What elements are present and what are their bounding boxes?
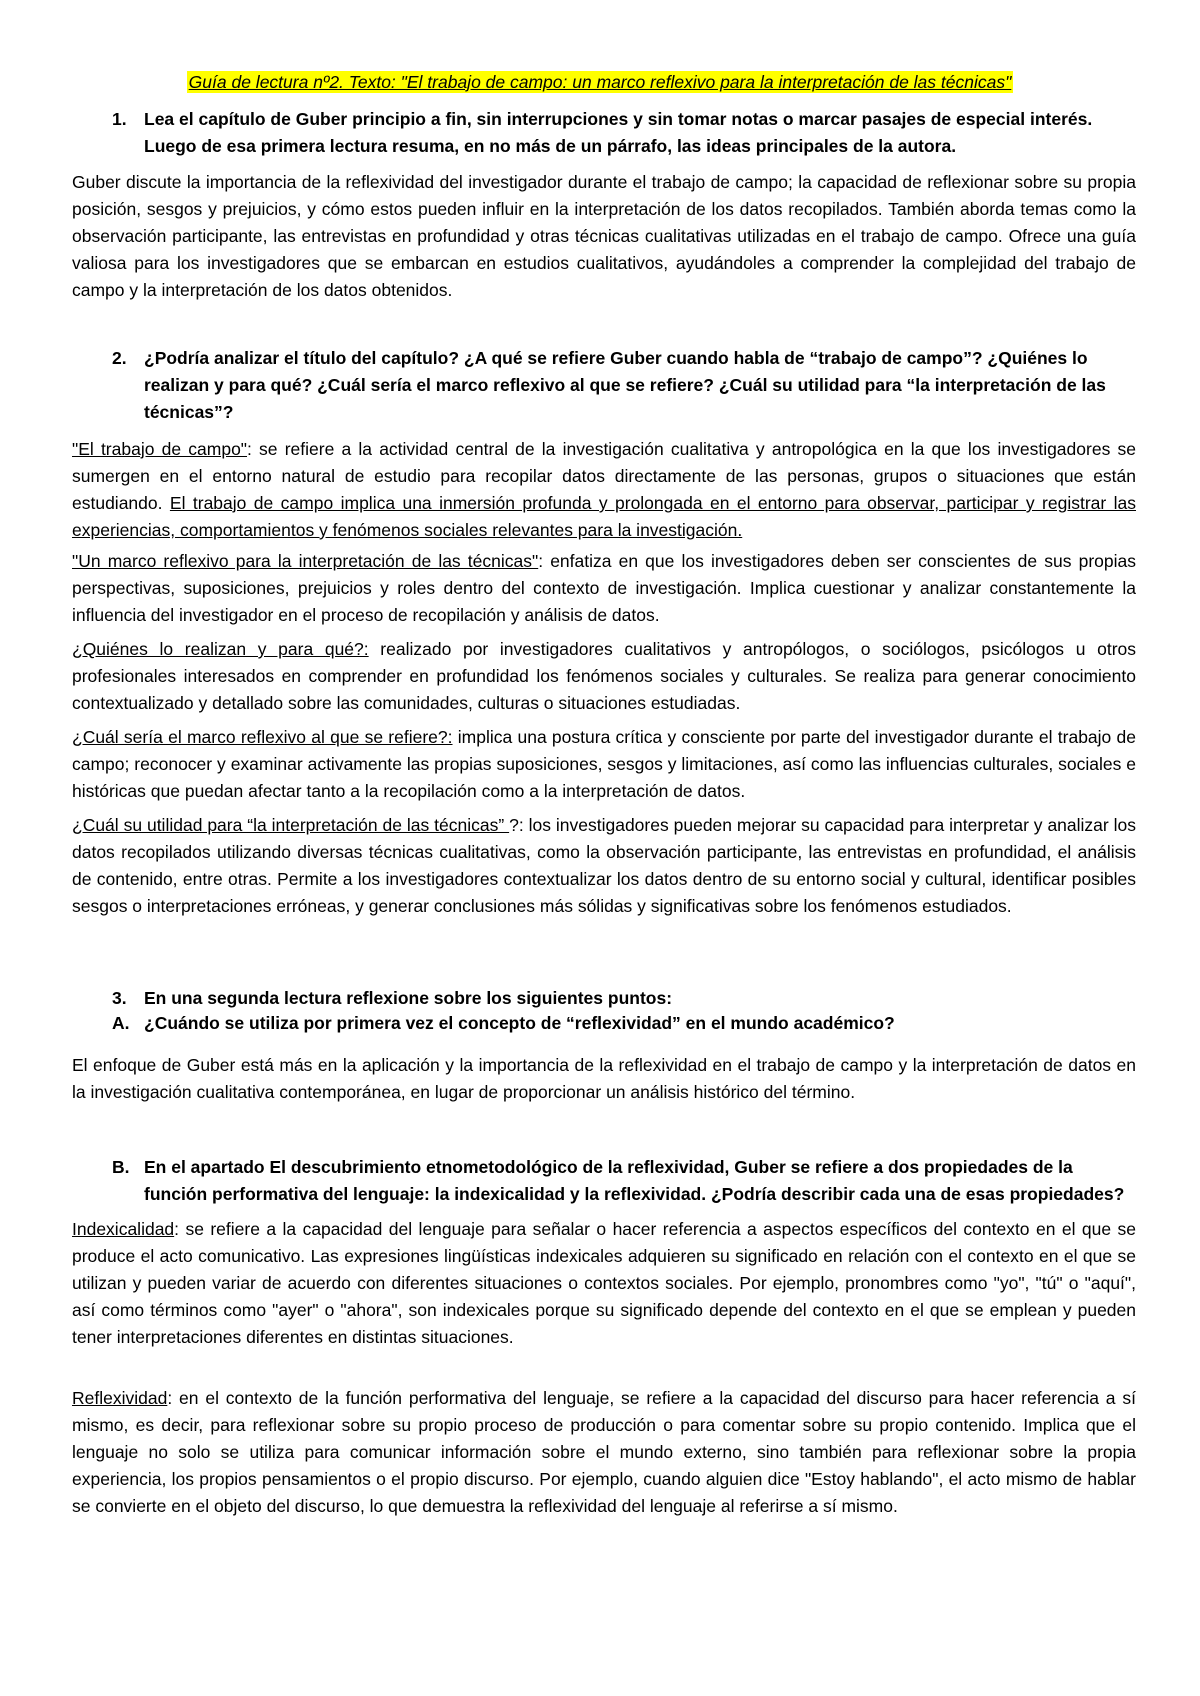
- answer-2-utilidad: [72, 812, 1136, 920]
- answer-2d-text: implica una postura crítica y consciente por parte del investigador durante el trabajo de campo; reconocer y examinar activamente las propias suposiciones, sesgos y limitaciones, así como las influencias culturales, sociales e históricas que puedan afectar tanto a la recopilación como a la interpretación de datos.: [72, 727, 1136, 801]
- answer-1-text: Guber discute la importancia de la reflexividad del investigador durante el trabajo de campo; la capacidad de reflexionar sobre su propia posición, sesgos y prejuicios, y cómo estos pueden influir en la interpretación de los datos recopilados. También aborda temas como la observación participante, las entrevistas en profundidad y otras técnicas cualitativas utilizadas en el trabajo de campo. Ofrece una guía valiosa para los investigadores que se embarcan en estudios cualitativos, ayudándoles a comprender la complejidad del trabajo de campo y la interpretación de los datos obtenidos.: [72, 172, 1136, 300]
- answer-2c-text: realizado por investigadores cualitativos y antropólogos, o sociólogos, psicólogos u otros profesionales interesados en comprender en profundidad los fenómenos sociales y culturales. Se realiza para generar conocimiento contextualizado y detallado sobre las comunidades, culturas o situaciones estudiadas.: [72, 639, 1137, 713]
- question-3: [72, 985, 1136, 1012]
- answer-2-underlined: El trabajo de campo implica una inmersión profunda y prolongada en el entorno para observar, participar y registrar las experiencias, comportamientos y fenómenos sociales relevantes para la investigación.: [72, 493, 1136, 540]
- answer-2-label: "El trabajo de campo": [72, 439, 248, 459]
- question-3-number: 3.: [112, 988, 127, 1008]
- question-b: [72, 1154, 1136, 1208]
- question-1-number: 1.: [112, 109, 127, 129]
- question-1-text: Lea el capítulo de Guber principio a fin, sin interrupciones y sin tomar notas o marcar pasajes de especial interés. Luego de esa primera lectura resuma, en no más de un párrafo, las ideas principales de la autora.: [144, 109, 1093, 156]
- question-a-number: A.: [112, 1013, 130, 1033]
- answer-1: [72, 169, 1136, 304]
- answer-2b-text: : enfatiza en que los investigadores deben ser conscientes de sus propias perspectivas, suposiciones, prejuicios y roles dentro del contexto de investigación. Implica cuestionar y analizar constantemente la influencia del investigador en el proceso de recopilación y análisis de datos.: [72, 551, 1136, 625]
- answer-b-reflexividad: [72, 1385, 1136, 1520]
- question-b-number: B.: [112, 1157, 130, 1177]
- question-2-number: 2.: [112, 348, 127, 368]
- answer-2-trabajo-de-campo: [72, 436, 1136, 544]
- answer-b1-text: : se refiere a la capacidad del lenguaje para señalar o hacer referencia a aspectos específicos del contexto en el que se produce el acto comunicativo. Las expresiones lingüísticas indexicales adquieren su significado en relación con el contexto en el que se utilizan y pueden variar de acuerdo con diferentes situaciones o contextos sociales. Por ejemplo, pronombres como "yo", "tú" o "aquí", así como términos como "ayer" o "ahora", son indexicales porque su significado depende del contexto en el que se emplean y pueden tener interpretaciones diferentes en distintas situaciones.: [72, 1219, 1136, 1347]
- answer-2d-label: ¿Cuál sería el marco reflexivo al que se refiere?:: [72, 727, 453, 747]
- question-a-text: ¿Cuándo se utiliza por primera vez el concepto de “reflexividad” en el mundo académico?: [144, 1013, 895, 1033]
- answer-b1-label: Indexicalidad: [72, 1219, 175, 1239]
- document-title: [0, 72, 1200, 93]
- question-3-text: En una segunda lectura reflexione sobre los siguientes puntos:: [144, 988, 673, 1008]
- answer-2-text: : se refiere a la actividad central de la investigación cualitativa y antropológica en la que los investigadores se sumergen en el entorno natural de estudio para recopilar datos directamente de las personas, grupos o situaciones que están estudiando.: [72, 439, 1136, 513]
- answer-2-cual-marco: [72, 724, 1136, 805]
- question-2-text: ¿Podría analizar el título del capítulo? ¿A qué se refiere Guber cuando habla de “trabajo de campo”? ¿Quiénes lo realizan y para qué? ¿Cuál sería el marco reflexivo al que se refiere? ¿Cuál su utilidad para “la interpretación de las técnicas”?: [144, 348, 1106, 422]
- question-2: [72, 345, 1136, 426]
- answer-2-marco-reflexivo: [72, 548, 1136, 629]
- answer-b2-label: Reflexividad: [72, 1388, 168, 1408]
- document-title-text: Guía de lectura nº2. Texto: "El trabajo de campo: un marco reflexivo para la interpretación de las técnicas": [188, 72, 1012, 92]
- question-b-text: En el apartado El descubrimiento etnometodológico de la reflexividad, Guber se refiere a dos propiedades de la función performativa del lenguaje: la indexicalidad y la reflexividad. ¿Podría describir cada una de esas propiedades?: [144, 1157, 1125, 1204]
- answer-2c-label: ¿Quiénes lo realizan y para qué?:: [72, 639, 369, 659]
- answer-2b-label: "Un marco reflexivo para la interpretación de las técnicas": [72, 551, 539, 571]
- question-a: [72, 1010, 1136, 1037]
- answer-b2-text: : en el contexto de la función performativa del lenguaje, se refiere a la capacidad del discurso para hacer referencia a sí mismo, es decir, para reflexionar sobre su propio proceso de producción o para comentar sobre su propio contenido. Implica que el lenguaje no solo se utiliza para comunicar información sobre el mundo externo, sino también para reflexionar sobre la propia experiencia, los propios pensamientos o el propio discurso. Por ejemplo, cuando alguien dice "Estoy hablando", el acto mismo de hablar se convierte en el objeto del discurso, lo que demuestra la reflexividad del lenguaje al referirse a sí mismo.: [72, 1388, 1136, 1516]
- answer-2-quienes: [72, 636, 1136, 717]
- answer-a: [72, 1052, 1136, 1106]
- answer-b-indexicalidad: [72, 1216, 1136, 1351]
- answer-a-text: El enfoque de Guber está más en la aplicación y la importancia de la reflexividad en el trabajo de campo y la interpretación de datos en la investigación cualitativa contemporánea, en lugar de proporcionar un análisis histórico del término.: [72, 1055, 1136, 1102]
- question-1: [72, 106, 1136, 160]
- answer-2e-label: ¿Cuál su utilidad para “la interpretación de las técnicas”: [72, 815, 510, 835]
- answer-2e-text: ?: los investigadores pueden mejorar su capacidad para interpretar y analizar los datos recopilados utilizando diversas técnicas cualitativas, como la observación participante, las entrevistas en profundidad, el análisis de contenido, entre otras. Permite a los investigadores contextualizar los datos dentro de su entorno social y cultural, identificar posibles sesgos o interpretaciones erróneas, y generar conclusiones más sólidas y significativas sobre los fenómenos estudiados.: [72, 815, 1137, 916]
